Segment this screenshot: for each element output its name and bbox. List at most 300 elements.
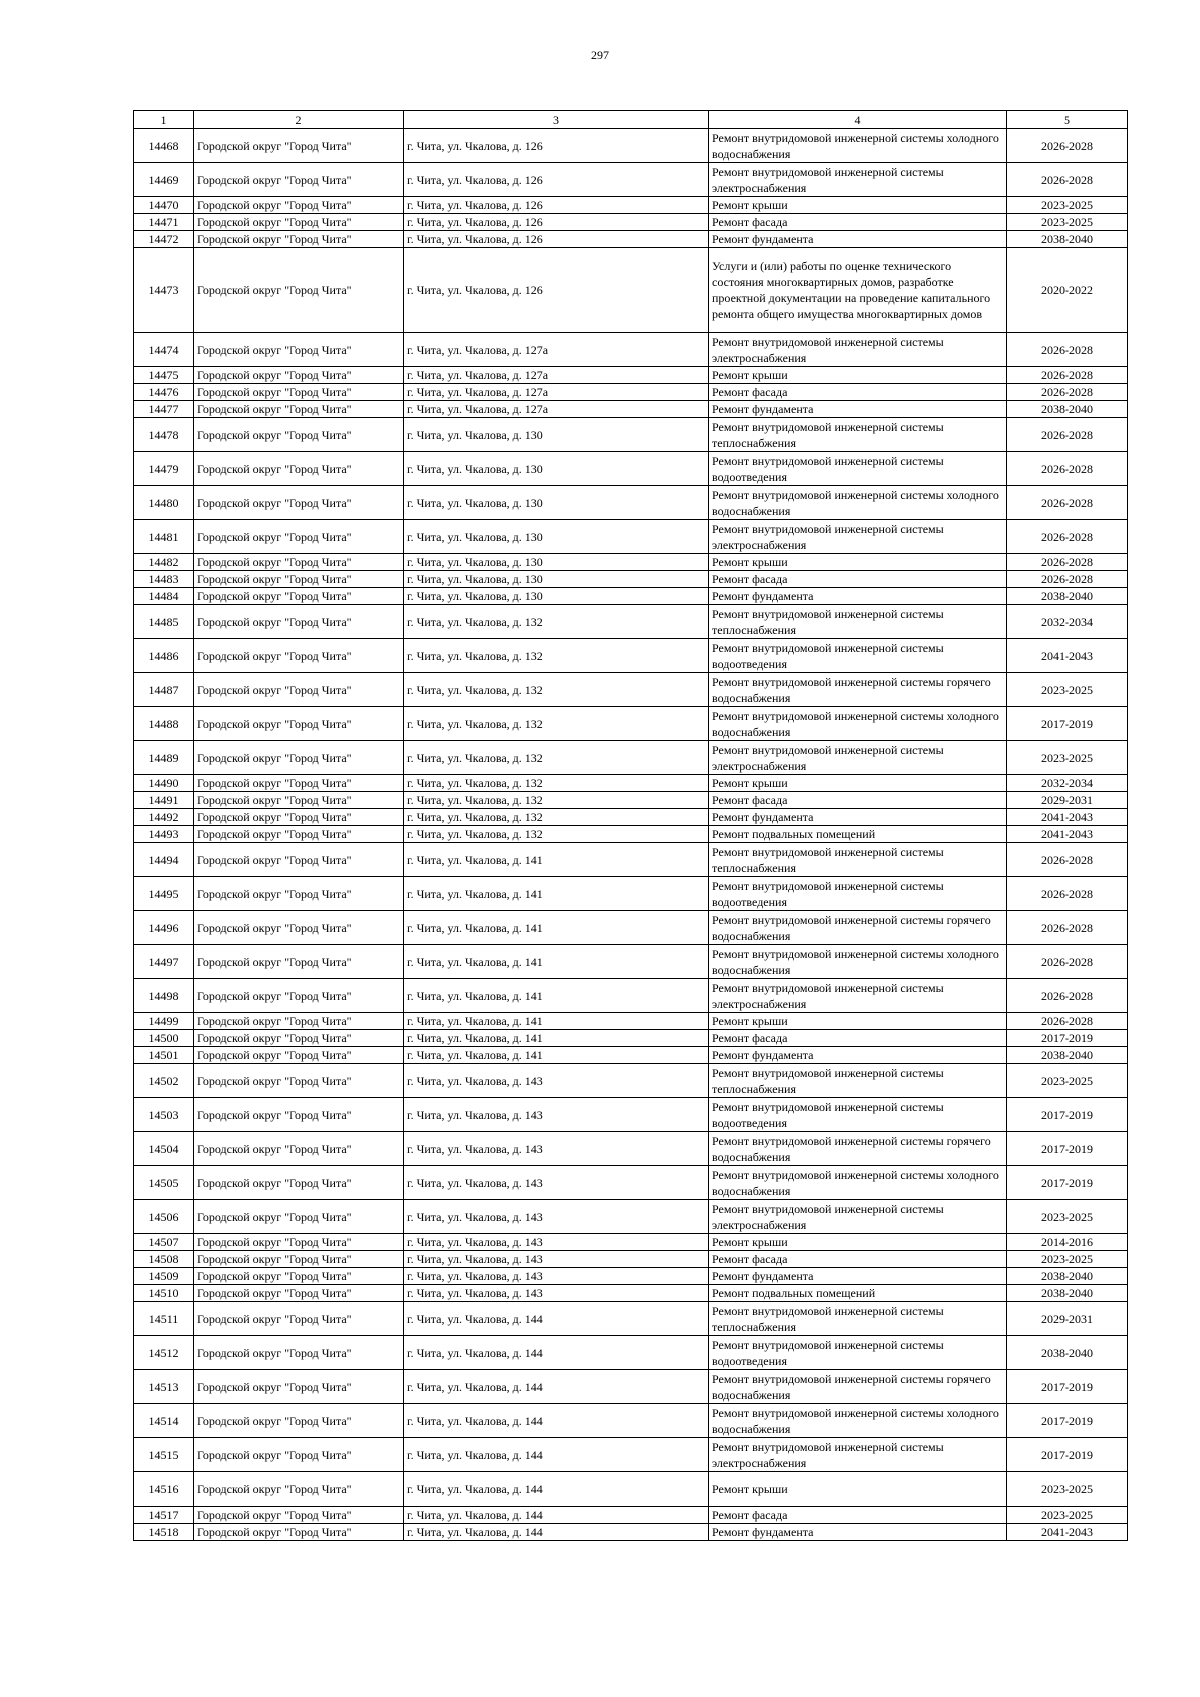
work-type-cell: Ремонт крыши xyxy=(709,197,1007,214)
municipality-cell: Городской округ "Город Чита" xyxy=(194,333,404,367)
column-header-4: 4 xyxy=(709,111,1007,129)
work-type-cell: Ремонт внутридомовой инженерной системы водоотведения xyxy=(709,1098,1007,1132)
column-header-3: 3 xyxy=(404,111,709,129)
row-number: 14504 xyxy=(134,1132,194,1166)
table-row xyxy=(134,1302,1128,1336)
table-row xyxy=(134,418,1128,452)
work-type-cell: Ремонт внутридомовой инженерной системы электроснабжения xyxy=(709,741,1007,775)
municipality-cell: Городской округ "Город Чита" xyxy=(194,673,404,707)
period-cell: 2026-2028 xyxy=(1007,384,1128,401)
row-number: 14483 xyxy=(134,571,194,588)
work-type-cell: Ремонт фундамента xyxy=(709,1047,1007,1064)
table-row xyxy=(134,877,1128,911)
municipality-cell: Городской округ "Город Чита" xyxy=(194,1200,404,1234)
period-cell: 2017-2019 xyxy=(1007,1438,1128,1472)
work-type-cell: Ремонт фасада xyxy=(709,214,1007,231)
municipality-cell: Городской округ "Город Чита" xyxy=(194,1030,404,1047)
period-cell: 2023-2025 xyxy=(1007,214,1128,231)
work-type-cell: Ремонт внутридомовой инженерной системы горячего водоснабжения xyxy=(709,1370,1007,1404)
period-cell: 2026-2028 xyxy=(1007,571,1128,588)
work-type-cell: Ремонт внутридомовой инженерной системы водоотведения xyxy=(709,877,1007,911)
work-type-cell: Ремонт внутридомовой инженерной системы горячего водоснабжения xyxy=(709,911,1007,945)
table-row xyxy=(134,1064,1128,1098)
table-row xyxy=(134,775,1128,792)
municipality-cell: Городской округ "Город Чита" xyxy=(194,1098,404,1132)
address-cell: г. Чита, ул. Чкалова, д. 141 xyxy=(404,1013,709,1030)
address-cell: г. Чита, ул. Чкалова, д. 144 xyxy=(404,1524,709,1541)
period-cell: 2026-2028 xyxy=(1007,452,1128,486)
period-cell: 2023-2025 xyxy=(1007,197,1128,214)
address-cell: г. Чита, ул. Чкалова, д. 132 xyxy=(404,639,709,673)
address-cell: г. Чита, ул. Чкалова, д. 144 xyxy=(404,1404,709,1438)
capital-repair-table xyxy=(133,110,1128,1541)
municipality-cell: Городской округ "Город Чита" xyxy=(194,1404,404,1438)
municipality-cell: Городской округ "Город Чита" xyxy=(194,1285,404,1302)
period-cell: 2041-2043 xyxy=(1007,639,1128,673)
work-type-cell: Ремонт фундамента xyxy=(709,401,1007,418)
table-row xyxy=(134,826,1128,843)
period-cell: 2023-2025 xyxy=(1007,741,1128,775)
table-row xyxy=(134,792,1128,809)
table-row xyxy=(134,486,1128,520)
period-cell: 2026-2028 xyxy=(1007,418,1128,452)
municipality-cell: Городской округ "Город Чита" xyxy=(194,1251,404,1268)
municipality-cell: Городской округ "Город Чита" xyxy=(194,214,404,231)
work-type-cell: Ремонт фасада xyxy=(709,792,1007,809)
municipality-cell: Городской округ "Город Чита" xyxy=(194,605,404,639)
address-cell: г. Чита, ул. Чкалова, д. 130 xyxy=(404,588,709,605)
municipality-cell: Городской округ "Город Чита" xyxy=(194,231,404,248)
column-header-2: 2 xyxy=(194,111,404,129)
table-row xyxy=(134,1166,1128,1200)
row-number: 14514 xyxy=(134,1404,194,1438)
row-number: 14509 xyxy=(134,1268,194,1285)
period-cell: 2041-2043 xyxy=(1007,1524,1128,1541)
address-cell: г. Чита, ул. Чкалова, д. 143 xyxy=(404,1251,709,1268)
row-number: 14472 xyxy=(134,231,194,248)
municipality-cell: Городской округ "Город Чита" xyxy=(194,1268,404,1285)
address-cell: г. Чита, ул. Чкалова, д. 141 xyxy=(404,911,709,945)
municipality-cell: Городской округ "Город Чита" xyxy=(194,809,404,826)
row-number: 14475 xyxy=(134,367,194,384)
period-cell: 2017-2019 xyxy=(1007,1132,1128,1166)
period-cell: 2038-2040 xyxy=(1007,588,1128,605)
address-cell: г. Чита, ул. Чкалова, д. 132 xyxy=(404,775,709,792)
period-cell: 2041-2043 xyxy=(1007,826,1128,843)
municipality-cell: Городской округ "Город Чита" xyxy=(194,1234,404,1251)
municipality-cell: Городской округ "Город Чита" xyxy=(194,384,404,401)
work-type-cell: Ремонт внутридомовой инженерной системы водоотведения xyxy=(709,452,1007,486)
work-type-cell: Ремонт внутридомовой инженерной системы теплоснабжения xyxy=(709,843,1007,877)
row-number: 14507 xyxy=(134,1234,194,1251)
period-cell: 2017-2019 xyxy=(1007,1030,1128,1047)
municipality-cell: Городской округ "Город Чита" xyxy=(194,945,404,979)
table-row xyxy=(134,1132,1128,1166)
row-number: 14515 xyxy=(134,1438,194,1472)
work-type-cell: Ремонт внутридомовой инженерной системы теплоснабжения xyxy=(709,418,1007,452)
work-type-cell: Ремонт фундамента xyxy=(709,231,1007,248)
work-type-cell: Ремонт фундамента xyxy=(709,1268,1007,1285)
address-cell: г. Чита, ул. Чкалова, д. 143 xyxy=(404,1200,709,1234)
period-cell: 2014-2016 xyxy=(1007,1234,1128,1251)
work-type-cell: Ремонт внутридомовой инженерной системы теплоснабжения xyxy=(709,1064,1007,1098)
table-row xyxy=(134,1370,1128,1404)
table-row xyxy=(134,452,1128,486)
row-number: 14478 xyxy=(134,418,194,452)
row-number: 14481 xyxy=(134,520,194,554)
address-cell: г. Чита, ул. Чкалова, д. 132 xyxy=(404,809,709,826)
row-number: 14518 xyxy=(134,1524,194,1541)
work-type-cell: Ремонт фундамента xyxy=(709,588,1007,605)
table-row xyxy=(134,1524,1128,1541)
table-row xyxy=(134,520,1128,554)
address-cell: г. Чита, ул. Чкалова, д. 143 xyxy=(404,1285,709,1302)
period-cell: 2038-2040 xyxy=(1007,401,1128,418)
row-number: 14494 xyxy=(134,843,194,877)
work-type-cell: Ремонт внутридомовой инженерной системы теплоснабжения xyxy=(709,605,1007,639)
period-cell: 2023-2025 xyxy=(1007,673,1128,707)
row-number: 14491 xyxy=(134,792,194,809)
work-type-cell: Ремонт фасада xyxy=(709,571,1007,588)
municipality-cell: Городской округ "Город Чита" xyxy=(194,486,404,520)
municipality-cell: Городской округ "Город Чита" xyxy=(194,248,404,333)
work-type-cell: Ремонт крыши xyxy=(709,1013,1007,1030)
address-cell: г. Чита, ул. Чкалова, д. 130 xyxy=(404,554,709,571)
period-cell: 2023-2025 xyxy=(1007,1507,1128,1524)
work-type-cell: Ремонт внутридомовой инженерной системы теплоснабжения xyxy=(709,1302,1007,1336)
period-cell: 2026-2028 xyxy=(1007,979,1128,1013)
work-type-cell: Ремонт внутридомовой инженерной системы водоотведения xyxy=(709,1336,1007,1370)
header-row xyxy=(134,111,1128,129)
table-row xyxy=(134,554,1128,571)
municipality-cell: Городской округ "Город Чита" xyxy=(194,418,404,452)
period-cell: 2026-2028 xyxy=(1007,367,1128,384)
table-row xyxy=(134,1234,1128,1251)
address-cell: г. Чита, ул. Чкалова, д. 141 xyxy=(404,1030,709,1047)
table-row xyxy=(134,673,1128,707)
address-cell: г. Чита, ул. Чкалова, д. 127а xyxy=(404,333,709,367)
row-number: 14516 xyxy=(134,1472,194,1507)
table-row xyxy=(134,163,1128,197)
address-cell: г. Чита, ул. Чкалова, д. 126 xyxy=(404,214,709,231)
period-cell: 2038-2040 xyxy=(1007,1047,1128,1064)
table-row xyxy=(134,588,1128,605)
address-cell: г. Чита, ул. Чкалова, д. 126 xyxy=(404,248,709,333)
municipality-cell: Городской округ "Город Чита" xyxy=(194,129,404,163)
address-cell: г. Чита, ул. Чкалова, д. 130 xyxy=(404,520,709,554)
table-row xyxy=(134,1336,1128,1370)
municipality-cell: Городской округ "Город Чита" xyxy=(194,775,404,792)
municipality-cell: Городской округ "Город Чита" xyxy=(194,639,404,673)
table-row xyxy=(134,1438,1128,1472)
address-cell: г. Чита, ул. Чкалова, д. 144 xyxy=(404,1336,709,1370)
row-number: 14505 xyxy=(134,1166,194,1200)
municipality-cell: Городской округ "Город Чита" xyxy=(194,1047,404,1064)
address-cell: г. Чита, ул. Чкалова, д. 127а xyxy=(404,367,709,384)
address-cell: г. Чита, ул. Чкалова, д. 141 xyxy=(404,945,709,979)
table-row xyxy=(134,1030,1128,1047)
address-cell: г. Чита, ул. Чкалова, д. 126 xyxy=(404,231,709,248)
municipality-cell: Городской округ "Город Чита" xyxy=(194,979,404,1013)
row-number: 14513 xyxy=(134,1370,194,1404)
period-cell: 2038-2040 xyxy=(1007,1336,1128,1370)
period-cell: 2029-2031 xyxy=(1007,1302,1128,1336)
address-cell: г. Чита, ул. Чкалова, д. 143 xyxy=(404,1098,709,1132)
row-number: 14499 xyxy=(134,1013,194,1030)
row-number: 14473 xyxy=(134,248,194,333)
row-number: 14512 xyxy=(134,1336,194,1370)
row-number: 14500 xyxy=(134,1030,194,1047)
municipality-cell: Городской округ "Город Чита" xyxy=(194,741,404,775)
address-cell: г. Чита, ул. Чкалова, д. 143 xyxy=(404,1132,709,1166)
row-number: 14482 xyxy=(134,554,194,571)
row-number: 14503 xyxy=(134,1098,194,1132)
row-number: 14469 xyxy=(134,163,194,197)
row-number: 14486 xyxy=(134,639,194,673)
period-cell: 2017-2019 xyxy=(1007,1098,1128,1132)
period-cell: 2041-2043 xyxy=(1007,809,1128,826)
table-row xyxy=(134,1507,1128,1524)
table-row xyxy=(134,214,1128,231)
address-cell: г. Чита, ул. Чкалова, д. 141 xyxy=(404,843,709,877)
period-cell: 2017-2019 xyxy=(1007,1370,1128,1404)
municipality-cell: Городской округ "Город Чита" xyxy=(194,520,404,554)
period-cell: 2026-2028 xyxy=(1007,163,1128,197)
work-type-cell: Ремонт внутридомовой инженерной системы электроснабжения xyxy=(709,163,1007,197)
table-row xyxy=(134,843,1128,877)
table-row xyxy=(134,197,1128,214)
row-number: 14501 xyxy=(134,1047,194,1064)
table-row xyxy=(134,809,1128,826)
table-row xyxy=(134,367,1128,384)
work-type-cell: Ремонт внутридомовой инженерной системы электроснабжения xyxy=(709,333,1007,367)
row-number: 14479 xyxy=(134,452,194,486)
period-cell: 2023-2025 xyxy=(1007,1064,1128,1098)
address-cell: г. Чита, ул. Чкалова, д. 144 xyxy=(404,1438,709,1472)
row-number: 14480 xyxy=(134,486,194,520)
period-cell: 2026-2028 xyxy=(1007,554,1128,571)
address-cell: г. Чита, ул. Чкалова, д. 126 xyxy=(404,163,709,197)
address-cell: г. Чита, ул. Чкалова, д. 130 xyxy=(404,571,709,588)
work-type-cell: Ремонт внутридомовой инженерной системы электроснабжения xyxy=(709,1438,1007,1472)
row-number: 14477 xyxy=(134,401,194,418)
table-row xyxy=(134,605,1128,639)
work-type-cell: Ремонт внутридомовой инженерной системы холодного водоснабжения xyxy=(709,129,1007,163)
municipality-cell: Городской округ "Город Чита" xyxy=(194,1336,404,1370)
work-type-cell: Ремонт внутридомовой инженерной системы электроснабжения xyxy=(709,520,1007,554)
municipality-cell: Городской округ "Город Чита" xyxy=(194,1166,404,1200)
table-body xyxy=(134,129,1128,1541)
municipality-cell: Городской округ "Город Чита" xyxy=(194,1524,404,1541)
work-type-cell: Ремонт крыши xyxy=(709,1234,1007,1251)
municipality-cell: Городской округ "Город Чита" xyxy=(194,554,404,571)
period-cell: 2017-2019 xyxy=(1007,1404,1128,1438)
work-type-cell: Ремонт внутридомовой инженерной системы водоотведения xyxy=(709,639,1007,673)
address-cell: г. Чита, ул. Чкалова, д. 144 xyxy=(404,1302,709,1336)
row-number: 14471 xyxy=(134,214,194,231)
row-number: 14487 xyxy=(134,673,194,707)
address-cell: г. Чита, ул. Чкалова, д. 141 xyxy=(404,877,709,911)
period-cell: 2026-2028 xyxy=(1007,877,1128,911)
address-cell: г. Чита, ул. Чкалова, д. 126 xyxy=(404,197,709,214)
period-cell: 2023-2025 xyxy=(1007,1200,1128,1234)
work-type-cell: Ремонт подвальных помещений xyxy=(709,1285,1007,1302)
work-type-cell: Ремонт внутридомовой инженерной системы горячего водоснабжения xyxy=(709,1132,1007,1166)
row-number: 14490 xyxy=(134,775,194,792)
municipality-cell: Городской округ "Город Чита" xyxy=(194,1132,404,1166)
work-type-cell: Ремонт фасада xyxy=(709,384,1007,401)
period-cell: 2026-2028 xyxy=(1007,945,1128,979)
address-cell: г. Чита, ул. Чкалова, д. 132 xyxy=(404,792,709,809)
municipality-cell: Городской округ "Город Чита" xyxy=(194,911,404,945)
municipality-cell: Городской округ "Город Чита" xyxy=(194,826,404,843)
address-cell: г. Чита, ул. Чкалова, д. 143 xyxy=(404,1268,709,1285)
table-row xyxy=(134,333,1128,367)
municipality-cell: Городской округ "Город Чита" xyxy=(194,1472,404,1507)
address-cell: г. Чита, ул. Чкалова, д. 143 xyxy=(404,1166,709,1200)
row-number: 14493 xyxy=(134,826,194,843)
period-cell: 2032-2034 xyxy=(1007,775,1128,792)
row-number: 14497 xyxy=(134,945,194,979)
period-cell: 2023-2025 xyxy=(1007,1472,1128,1507)
table-row xyxy=(134,1268,1128,1285)
period-cell: 2026-2028 xyxy=(1007,843,1128,877)
period-cell: 2032-2034 xyxy=(1007,605,1128,639)
address-cell: г. Чита, ул. Чкалова, д. 143 xyxy=(404,1064,709,1098)
address-cell: г. Чита, ул. Чкалова, д. 144 xyxy=(404,1472,709,1507)
address-cell: г. Чита, ул. Чкалова, д. 132 xyxy=(404,605,709,639)
row-number: 14510 xyxy=(134,1285,194,1302)
work-type-cell: Ремонт крыши xyxy=(709,367,1007,384)
table-row xyxy=(134,129,1128,163)
period-cell: 2020-2022 xyxy=(1007,248,1128,333)
table-row xyxy=(134,384,1128,401)
table-row xyxy=(134,1098,1128,1132)
municipality-cell: Городской округ "Город Чита" xyxy=(194,367,404,384)
municipality-cell: Городской округ "Город Чита" xyxy=(194,163,404,197)
work-type-cell: Ремонт крыши xyxy=(709,1472,1007,1507)
row-number: 14476 xyxy=(134,384,194,401)
row-number: 14517 xyxy=(134,1507,194,1524)
row-number: 14508 xyxy=(134,1251,194,1268)
work-type-cell: Ремонт фундамента xyxy=(709,809,1007,826)
period-cell: 2026-2028 xyxy=(1007,520,1128,554)
row-number: 14474 xyxy=(134,333,194,367)
table-row xyxy=(134,911,1128,945)
row-number: 14485 xyxy=(134,605,194,639)
row-number: 14496 xyxy=(134,911,194,945)
work-type-cell: Ремонт внутридомовой инженерной системы холодного водоснабжения xyxy=(709,1166,1007,1200)
work-type-cell: Ремонт фасада xyxy=(709,1507,1007,1524)
work-type-cell: Ремонт внутридомовой инженерной системы горячего водоснабжения xyxy=(709,673,1007,707)
municipality-cell: Городской округ "Город Чита" xyxy=(194,1013,404,1030)
page-number: 297 xyxy=(591,48,609,62)
municipality-cell: Городской округ "Город Чита" xyxy=(194,877,404,911)
period-cell: 2023-2025 xyxy=(1007,1251,1128,1268)
municipality-cell: Городской округ "Город Чита" xyxy=(194,1438,404,1472)
table-row xyxy=(134,979,1128,1013)
address-cell: г. Чита, ул. Чкалова, д. 126 xyxy=(404,129,709,163)
address-cell: г. Чита, ул. Чкалова, д. 130 xyxy=(404,452,709,486)
municipality-cell: Городской округ "Город Чита" xyxy=(194,197,404,214)
table-row xyxy=(134,1047,1128,1064)
period-cell: 2026-2028 xyxy=(1007,911,1128,945)
period-cell: 2038-2040 xyxy=(1007,1285,1128,1302)
municipality-cell: Городской округ "Город Чита" xyxy=(194,1302,404,1336)
row-number: 14502 xyxy=(134,1064,194,1098)
work-type-cell: Услуги и (или) работы по оценке технического состояния многоквартирных домов, разработке проектной документации на проведение капитального ремонта общего имущества многоквартирных домов xyxy=(709,248,1007,333)
municipality-cell: Городской округ "Город Чита" xyxy=(194,1064,404,1098)
table-row xyxy=(134,945,1128,979)
address-cell: г. Чита, ул. Чкалова, д. 127а xyxy=(404,384,709,401)
address-cell: г. Чита, ул. Чкалова, д. 132 xyxy=(404,673,709,707)
municipality-cell: Городской округ "Город Чита" xyxy=(194,707,404,741)
table-row xyxy=(134,1404,1128,1438)
municipality-cell: Городской округ "Город Чита" xyxy=(194,1370,404,1404)
address-cell: г. Чита, ул. Чкалова, д. 144 xyxy=(404,1507,709,1524)
address-cell: г. Чита, ул. Чкалова, д. 132 xyxy=(404,741,709,775)
row-number: 14468 xyxy=(134,129,194,163)
work-type-cell: Ремонт внутридомовой инженерной системы холодного водоснабжения xyxy=(709,945,1007,979)
municipality-cell: Городской округ "Город Чита" xyxy=(194,792,404,809)
work-type-cell: Ремонт фундамента xyxy=(709,1524,1007,1541)
work-type-cell: Ремонт внутридомовой инженерной системы холодного водоснабжения xyxy=(709,486,1007,520)
municipality-cell: Городской округ "Город Чита" xyxy=(194,1507,404,1524)
period-cell: 2026-2028 xyxy=(1007,486,1128,520)
table-row xyxy=(134,1200,1128,1234)
row-number: 14498 xyxy=(134,979,194,1013)
work-type-cell: Ремонт внутридомовой инженерной системы холодного водоснабжения xyxy=(709,1404,1007,1438)
work-type-cell: Ремонт фасада xyxy=(709,1030,1007,1047)
period-cell: 2038-2040 xyxy=(1007,1268,1128,1285)
row-number: 14489 xyxy=(134,741,194,775)
work-type-cell: Ремонт крыши xyxy=(709,775,1007,792)
address-cell: г. Чита, ул. Чкалова, д. 130 xyxy=(404,418,709,452)
column-header-5: 5 xyxy=(1007,111,1128,129)
period-cell: 2026-2028 xyxy=(1007,333,1128,367)
table-row xyxy=(134,571,1128,588)
address-cell: г. Чита, ул. Чкалова, д. 144 xyxy=(404,1370,709,1404)
address-cell: г. Чита, ул. Чкалова, д. 132 xyxy=(404,826,709,843)
period-cell: 2029-2031 xyxy=(1007,792,1128,809)
column-header-1: 1 xyxy=(134,111,194,129)
period-cell: 2026-2028 xyxy=(1007,129,1128,163)
work-type-cell: Ремонт фасада xyxy=(709,1251,1007,1268)
address-cell: г. Чита, ул. Чкалова, д. 130 xyxy=(404,486,709,520)
municipality-cell: Городской округ "Город Чита" xyxy=(194,588,404,605)
address-cell: г. Чита, ул. Чкалова, д. 141 xyxy=(404,1047,709,1064)
table-row xyxy=(134,1251,1128,1268)
table-row xyxy=(134,639,1128,673)
table-row xyxy=(134,248,1128,333)
work-type-cell: Ремонт крыши xyxy=(709,554,1007,571)
work-type-cell: Ремонт подвальных помещений xyxy=(709,826,1007,843)
period-cell: 2017-2019 xyxy=(1007,1166,1128,1200)
work-type-cell: Ремонт внутридомовой инженерной системы электроснабжения xyxy=(709,979,1007,1013)
row-number: 14506 xyxy=(134,1200,194,1234)
address-cell: г. Чита, ул. Чкалова, д. 132 xyxy=(404,707,709,741)
row-number: 14495 xyxy=(134,877,194,911)
period-cell: 2038-2040 xyxy=(1007,231,1128,248)
table-row xyxy=(134,707,1128,741)
table-row xyxy=(134,231,1128,248)
period-cell: 2017-2019 xyxy=(1007,707,1128,741)
address-cell: г. Чита, ул. Чкалова, д. 127а xyxy=(404,401,709,418)
municipality-cell: Городской округ "Город Чита" xyxy=(194,571,404,588)
row-number: 14470 xyxy=(134,197,194,214)
table-row xyxy=(134,1285,1128,1302)
period-cell: 2026-2028 xyxy=(1007,1013,1128,1030)
